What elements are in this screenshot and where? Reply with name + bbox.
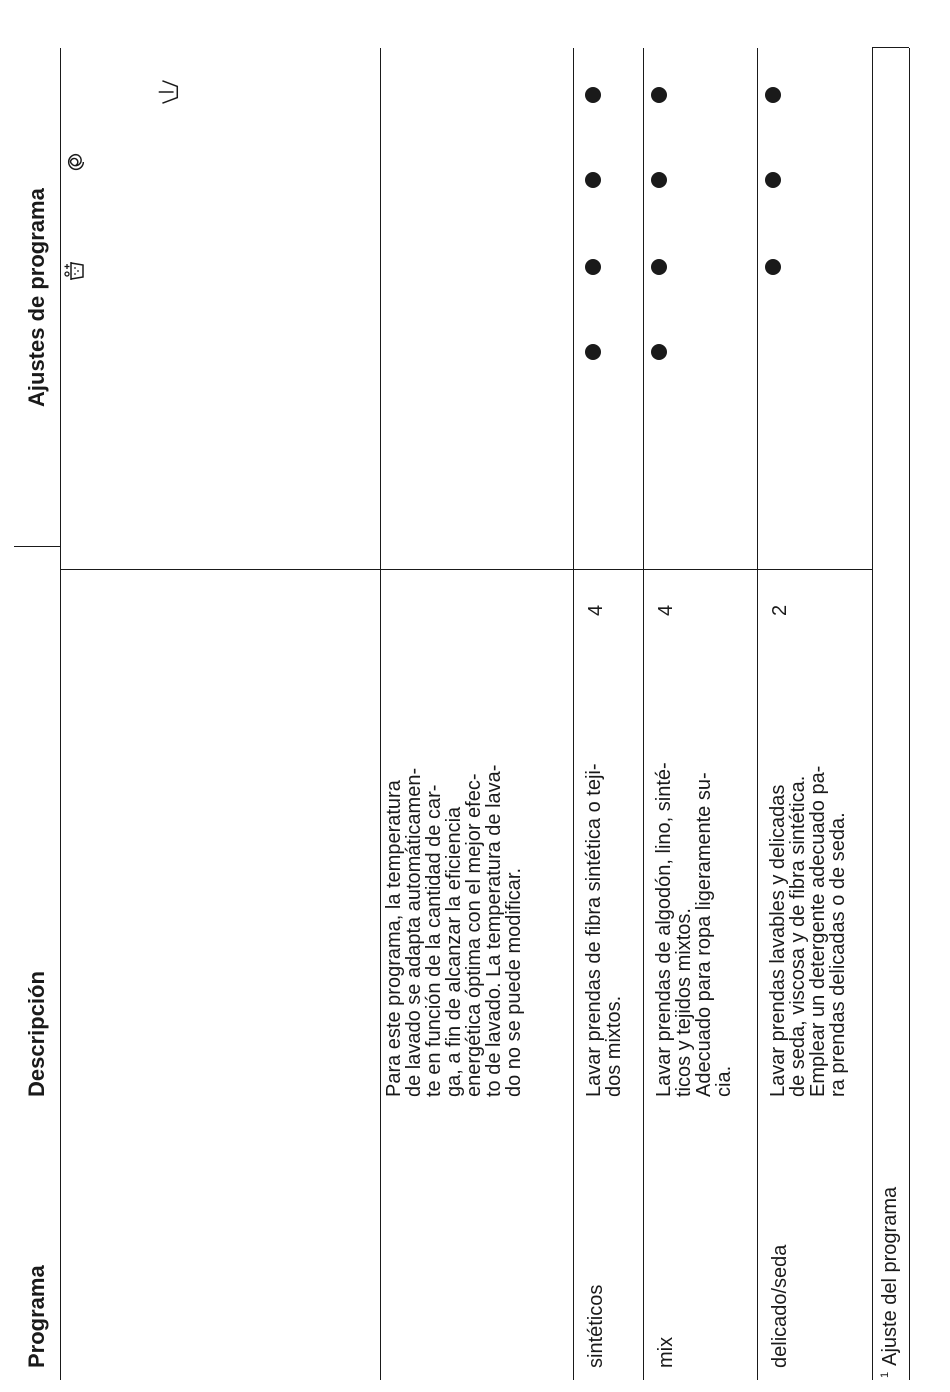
description-line: to de lavado. La temperatura de lava-	[483, 764, 505, 1097]
description-line: ticos y tejidos mixtos.	[673, 908, 695, 1097]
rule-footnote-bottom	[909, 48, 910, 1380]
rule-row-2	[573, 48, 574, 1380]
description-line: dos mixtos.	[603, 995, 625, 1097]
drain-icon	[155, 79, 181, 105]
description-line: Lavar prendas lavables y delicadas	[767, 784, 789, 1097]
description-line: Adecuado para ropa ligeramente su-	[693, 772, 715, 1097]
spin-icon	[65, 151, 87, 173]
table-row-3-description	[654, 762, 734, 1097]
description-line: Para este programa, la temperatura	[383, 780, 405, 1097]
rule-table-bottom	[872, 48, 873, 1380]
table-row-1-description	[384, 765, 524, 1097]
rule-row-1	[380, 48, 381, 1380]
header-program: Programa	[24, 1265, 49, 1368]
description-line: do no se puede modificar.	[503, 867, 525, 1097]
table-row-2-dot-1	[585, 344, 601, 360]
description-line: cia.	[713, 1065, 735, 1097]
table-row-2-dot-3	[585, 172, 601, 188]
rule-row-4	[757, 48, 758, 1380]
footnote-marker: 1	[879, 1371, 891, 1378]
table-row-2-load: 4	[585, 604, 607, 616]
table-row-3-dot-4	[651, 87, 667, 103]
rule-footnote-right	[872, 47, 909, 48]
rule-row-3	[643, 48, 644, 1380]
description-line: Lavar prendas de fibra sintética o teji-	[583, 763, 605, 1097]
table-row-3-dot-3	[651, 172, 667, 188]
table-row-4-load: 2	[769, 604, 791, 616]
description-line: de lavado se adapta automáticamen-	[403, 767, 425, 1097]
description-line: Emplear un detergente adecuado pa-	[807, 765, 829, 1097]
rule-header-bottom	[60, 48, 61, 1380]
table-row-4-dot-4	[765, 87, 781, 103]
description-line: ra prendas delicadas o de seda.	[827, 812, 849, 1097]
description-line: ga, a fin de alcanzar la eficiencia	[443, 806, 465, 1097]
table-row-3-dot-1	[651, 344, 667, 360]
table-row-3-program: mix	[655, 1336, 677, 1368]
table-row-3-load: 4	[655, 604, 677, 616]
footnote	[880, 1187, 900, 1378]
rule-settings-header-left	[14, 546, 60, 547]
table-row-2-program: sintéticos	[585, 1284, 607, 1368]
header-settings: Ajustes de programa	[24, 188, 49, 407]
table-row-3-dot-2	[651, 259, 667, 275]
table-row-2-dot-2	[585, 259, 601, 275]
detergent-plus-icon	[62, 259, 86, 283]
table-row-2-dot-4	[585, 87, 601, 103]
description-line: de seda, viscosa y de fibra sintética.	[787, 775, 809, 1097]
header-description: Descripción	[24, 971, 49, 1097]
footnote-text: Ajuste del programa	[879, 1186, 901, 1366]
rule-settings-left	[60, 569, 872, 570]
description-line: te en función de la cantidad de car-	[423, 784, 445, 1097]
table-row-4-dot-2	[765, 259, 781, 275]
table-row-4-program: delicado/seda	[769, 1244, 791, 1368]
table-row-2-description	[584, 763, 624, 1097]
table-row-4-description	[768, 766, 848, 1097]
description-line: Lavar prendas de algodón, lino, sinté-	[653, 762, 675, 1097]
table-row-4-dot-3	[765, 172, 781, 188]
description-line: energética óptima con el mejor efec-	[463, 773, 485, 1097]
